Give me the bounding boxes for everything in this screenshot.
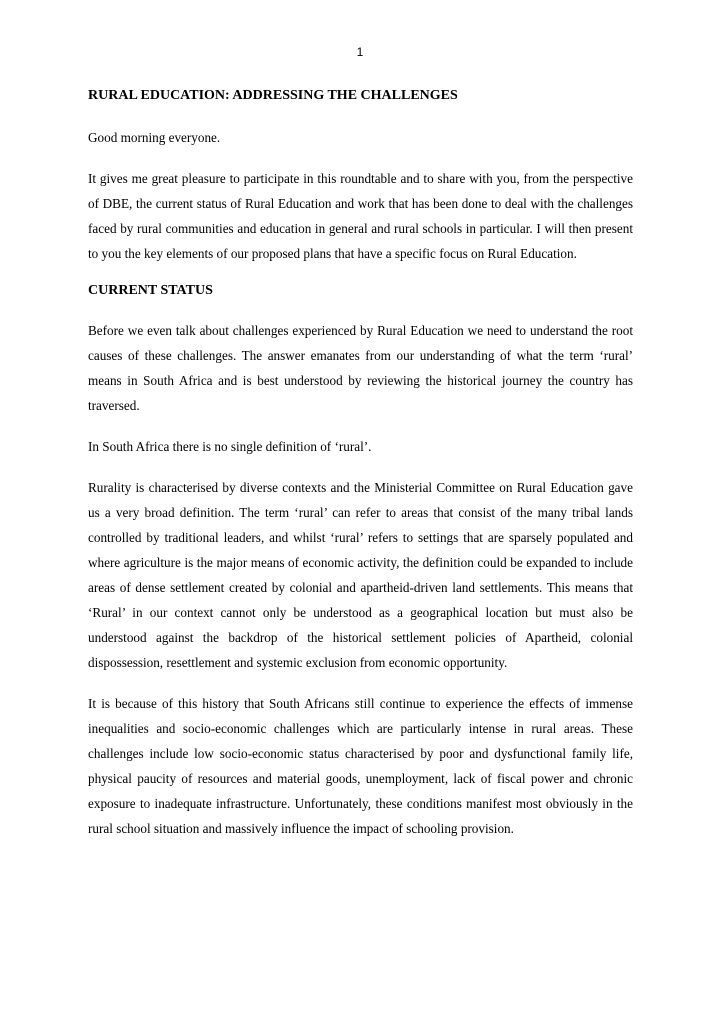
- intro-paragraph: It gives me great pleasure to participate in this roundtable and to share with you, from the perspective of DBE, the current status of Rural Education and work that has been done to deal with the challenges faced by rural communities and education in general and rural schools in particular. I will then present to you the key elements of our proposed plans that have a specific focus on Rural Education.: [88, 171, 633, 261]
- document-body: [88, 87, 633, 857]
- page-number: 1: [356, 45, 364, 59]
- greeting-paragraph: Good morning everyone.: [88, 130, 221, 145]
- document-title: RURAL EDUCATION: ADDRESSING THE CHALLENGES: [88, 88, 458, 103]
- body-paragraph: It is because of this history that South Africans still continue to experience the effects of immense inequalities and socio-economic challenges which are particularly intense in rural areas. These challenges include low socio-economic status characterised by poor and dysfunctional family life, physical paucity of resources and material goods, unemployment, lack of fiscal power and chronic exposure to inadequate infrastructure. Unfortunately, these conditions manifest most obviously in the rural school situation and massively influence the impact of schooling provision.: [88, 696, 633, 836]
- body-paragraph: Before we even talk about challenges experienced by Rural Education we need to understand the root causes of these challenges. The answer emanates from our understanding of what the term ‘rural’ means in South Africa and is best understood by reviewing the historical journey the country has traversed.: [88, 323, 633, 413]
- body-paragraph: Rurality is characterised by diverse contexts and the Ministerial Committee on Rural Education gave us a very broad definition. The term ‘rural’ can refer to areas that consist of the many tribal lands controlled by traditional leaders, and whilst ‘rural’ refers to settings that are sparsely populated and where agriculture is the major means of economic activity, the definition could be expanded to include areas of dense settlement created by colonial and apartheid-driven land settlements. This means that ‘Rural’ in our context cannot only be understood as a geographical location but must also be understood against the backdrop of the historical settlement policies of Apartheid, colonial dispossession, resettlement and systemic exclusion from economic opportunity.: [88, 480, 633, 670]
- body-paragraph: In South Africa there is no single definition of ‘rural’.: [88, 439, 372, 454]
- section-heading-current-status: CURRENT STATUS: [88, 283, 213, 298]
